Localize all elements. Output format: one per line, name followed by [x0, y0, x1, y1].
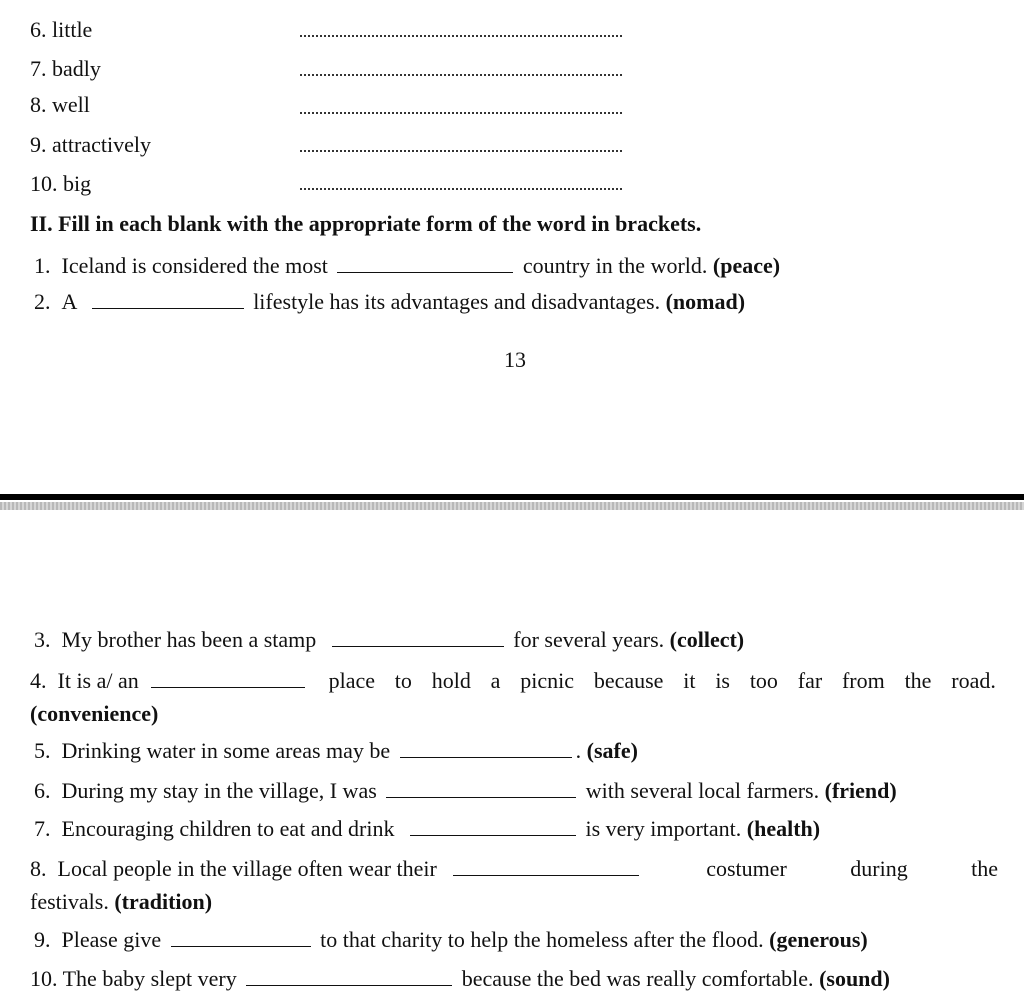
word-hint: (health) [746, 816, 821, 841]
item-word: well [52, 92, 90, 117]
question-word: the [904, 668, 932, 693]
list-item [30, 171, 91, 197]
question-number: 3. [34, 627, 51, 652]
page-divider [0, 490, 1024, 512]
question-text: Drinking water in some areas may be [61, 738, 391, 763]
word-hint: (friend) [824, 778, 897, 803]
answer-blank[interactable] [453, 875, 639, 876]
question-word: too [749, 668, 778, 693]
divider-grey-band [0, 502, 1024, 510]
question-text: lifestyle has its advantages and disadvantages. [253, 289, 661, 314]
question-number: 8. [30, 856, 47, 881]
question-word: picnic [520, 668, 575, 693]
item-number: 8. [30, 92, 47, 117]
question-8 [30, 856, 998, 882]
word-hint: (convenience) [30, 701, 159, 726]
question-text: country in the world. [522, 253, 708, 278]
answer-blank[interactable] [410, 835, 576, 836]
answer-blank[interactable] [246, 985, 452, 986]
answer-blank[interactable] [337, 272, 513, 273]
question-10 [30, 966, 890, 992]
question-2 [34, 289, 745, 315]
question-text: Please give [61, 927, 162, 952]
list-item [30, 92, 90, 118]
answer-dotted-line[interactable] [300, 35, 622, 37]
question-number: 9. [34, 927, 51, 952]
question-number: 1. [34, 253, 51, 278]
item-number: 10. [30, 171, 58, 196]
question-5 [34, 738, 638, 764]
question-9 [34, 927, 868, 953]
word-hint: (safe) [586, 738, 638, 763]
question-text: festivals. [30, 889, 109, 914]
question-number: 2. [34, 289, 51, 314]
word-hint: (peace) [712, 253, 781, 278]
word-hint: (sound) [819, 966, 890, 991]
question-word: a [490, 668, 501, 693]
word-hint: (tradition) [114, 889, 213, 914]
question-4-hint-line [30, 701, 158, 727]
question-text: My brother has been a stamp [61, 627, 317, 652]
question-text: During my stay in the village, I was [61, 778, 377, 803]
question-4 [30, 668, 996, 694]
question-number: 7. [34, 816, 51, 841]
page-top [0, 0, 1024, 490]
question-number: 10. [30, 966, 58, 991]
question-number: 4. [30, 668, 47, 693]
section-heading: II. Fill in each blank with the appropriate form of the word in brackets. [30, 211, 702, 236]
item-number: 6. [30, 17, 47, 42]
answer-dotted-line[interactable] [300, 112, 622, 114]
page-bottom [0, 512, 1024, 1005]
question-word: from [841, 668, 885, 693]
item-number: 7. [30, 56, 47, 81]
question-word: road. [951, 668, 996, 693]
question-word: costumer [706, 856, 787, 881]
item-word: badly [52, 56, 101, 81]
list-item [30, 56, 101, 82]
question-text: is very important. [585, 816, 742, 841]
question-word: is [715, 668, 730, 693]
question-word: far [797, 668, 823, 693]
word-hint: (generous) [769, 927, 868, 952]
answer-dotted-line[interactable] [300, 150, 622, 152]
question-word: hold [431, 668, 471, 693]
word-hint: (collect) [669, 627, 745, 652]
question-6 [34, 778, 897, 804]
answer-blank[interactable] [386, 797, 576, 798]
question-text: with several local farmers. [585, 778, 820, 803]
question-text: A [61, 289, 77, 314]
item-word: attractively [52, 132, 151, 157]
item-word: little [52, 17, 93, 42]
question-text: . [575, 738, 582, 763]
answer-blank[interactable] [171, 946, 311, 947]
question-number: 6. [34, 778, 51, 803]
question-lead [30, 856, 643, 882]
question-word: to [394, 668, 412, 693]
answer-blank[interactable] [92, 308, 244, 309]
question-word: it [683, 668, 696, 693]
question-1 [34, 253, 780, 279]
item-word: big [63, 171, 92, 196]
answer-blank[interactable] [332, 646, 504, 647]
answer-dotted-line[interactable] [300, 74, 622, 76]
question-8-continuation [30, 889, 212, 915]
answer-dotted-line[interactable] [300, 188, 622, 190]
divider-thick-line [0, 494, 1024, 500]
question-lead [30, 668, 309, 694]
question-word: because [593, 668, 664, 693]
question-text: Encouraging children to eat and drink [61, 816, 395, 841]
question-text: because the bed was really comfortable. [461, 966, 814, 991]
question-word: place [328, 668, 375, 693]
question-text: It is a/ an [57, 668, 139, 693]
question-number: 5. [34, 738, 51, 763]
question-word: during [850, 856, 908, 881]
answer-blank[interactable] [151, 687, 305, 688]
question-text: The baby slept very [62, 966, 237, 991]
question-text: Local people in the village often wear their [57, 856, 437, 881]
answer-blank[interactable] [400, 757, 572, 758]
page-number: 13 [504, 347, 526, 372]
question-3 [34, 627, 744, 653]
list-item [30, 17, 92, 43]
question-text: to that charity to help the homeless after the flood. [320, 927, 764, 952]
question-7 [34, 816, 820, 842]
word-hint: (nomad) [665, 289, 746, 314]
question-text: for several years. [513, 627, 665, 652]
list-item [30, 132, 151, 158]
question-word: the [971, 856, 998, 881]
question-text: Iceland is considered the most [61, 253, 328, 278]
item-number: 9. [30, 132, 47, 157]
